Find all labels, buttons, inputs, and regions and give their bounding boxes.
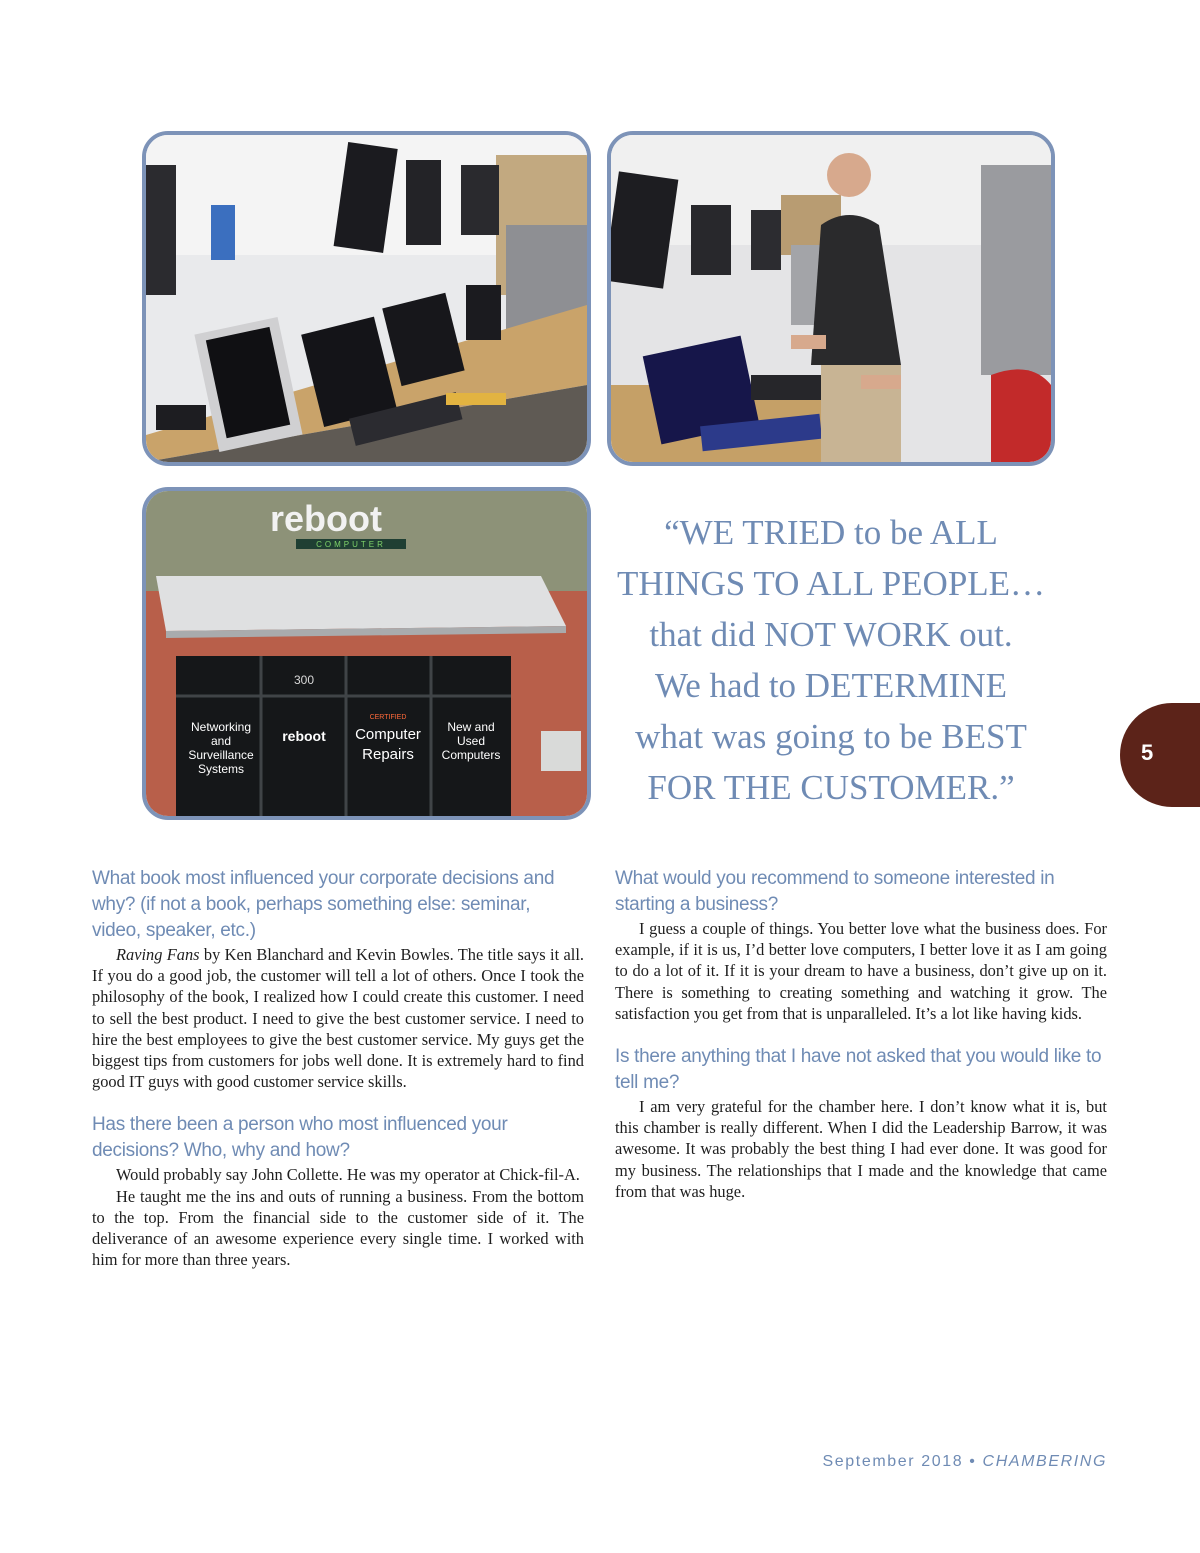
answer-paragraph: I am very grateful for the chamber here. I don’t know what it is, but this chamber is really different. When I did the Leadership Barrow, it was awesome. It was probably the best thing I had ever done. It was good for my business. The relationships that I made and the knowledge that came from that was huge. xyxy=(615,1097,1107,1201)
window-text-line: CERTIFIED xyxy=(369,714,407,721)
store-logo: reboot xyxy=(270,498,382,539)
window-text-line: Repairs xyxy=(362,746,414,763)
answer-paragraph: Would probably say John Collette. He was my operator at Chick-fil-A. xyxy=(116,1165,580,1185)
window-text-line: New and xyxy=(447,720,495,734)
publication-name: CHAMBERING xyxy=(982,1453,1107,1470)
answer-paragraph: He taught me the ins and outs of running a business. From the bottom to the top. From the financial side to the customer side of it. The deliverance of an awesome experience every single time. I worked with him for more than three years. xyxy=(92,1186,584,1270)
left-column xyxy=(92,866,584,1270)
answer-paragraph xyxy=(92,944,584,1092)
question-heading: What would you recommend to someone interested in starting a business? xyxy=(615,868,1055,915)
window-text-line: Computer xyxy=(355,726,421,743)
photo-storefront xyxy=(142,487,591,820)
footer-bullet: • xyxy=(969,1453,977,1470)
window-text-line: Computers xyxy=(441,748,501,762)
window-text-line: and xyxy=(210,734,232,748)
pull-quote-line: THINGS TO ALL PEOPLE… xyxy=(616,564,1046,603)
photo-computer-workbench xyxy=(142,131,591,466)
page-number: 5 xyxy=(1141,740,1154,765)
window-text-line: Systems xyxy=(197,762,245,776)
store-address: 300 xyxy=(293,673,315,687)
right-column xyxy=(615,866,1107,1202)
answer-paragraph: I guess a couple of things. You better love what the business does. For example, if it is us, I’d better love computers, I better love it as I am going to do a lot of it. If it is your dream to have a business, don’t give up on it. There is something to creating something and watching it grow. The satisfaction you get from that is unparalleled. It’s a lot like having kids. xyxy=(615,919,1107,1023)
photo-technician xyxy=(607,131,1055,466)
question-heading: Is there anything that I have not asked that you would like to tell me? xyxy=(615,1046,1102,1094)
question-heading: Has there been a person who most influenced your decisions? Who, why and how? xyxy=(92,1114,508,1162)
window-text-line: reboot xyxy=(282,728,326,744)
question-heading: What book most influenced your corporate decisions and why? (if not a book, perhaps something else: seminar, video, speaker, etc.) xyxy=(92,868,555,941)
pull-quote-line: what was going to be BEST xyxy=(635,717,1027,756)
page-footer xyxy=(823,1453,1107,1471)
window-text-line: Used xyxy=(456,734,486,748)
answer-text: by Ken Blanchard and Kevin Bowles. The title says it all. If you do a good job, the customer will tell a lot of others. Once I took the philosophy of the book, I realized how I could create this customer. I need to sell the best product. I need to give the best customer service. I need to hire the best employees to give the best customer service. My guys get the biggest tips from customers for jobs well done. It is extremely hard to find good IT guys with good customer service skills. xyxy=(92,945,584,1092)
pull-quote-line: that did NOT WORK out. xyxy=(649,615,1013,654)
pull-quote-line: We had to DETERMINE xyxy=(655,666,1007,705)
issue-date: September 2018 xyxy=(822,1453,964,1470)
pull-quote-line: FOR THE CUSTOMER.” xyxy=(647,768,1015,807)
pull-quote-line: “WE TRIED to be ALL xyxy=(664,513,998,552)
window-text-line: Networking xyxy=(190,720,252,734)
book-title: Raving Fans xyxy=(116,945,200,964)
store-logo-subtitle: COMPUTER xyxy=(316,540,386,549)
pull-quote xyxy=(600,507,1062,813)
page-number-tab xyxy=(1120,703,1200,807)
window-text-line: Surveillance xyxy=(188,748,254,762)
